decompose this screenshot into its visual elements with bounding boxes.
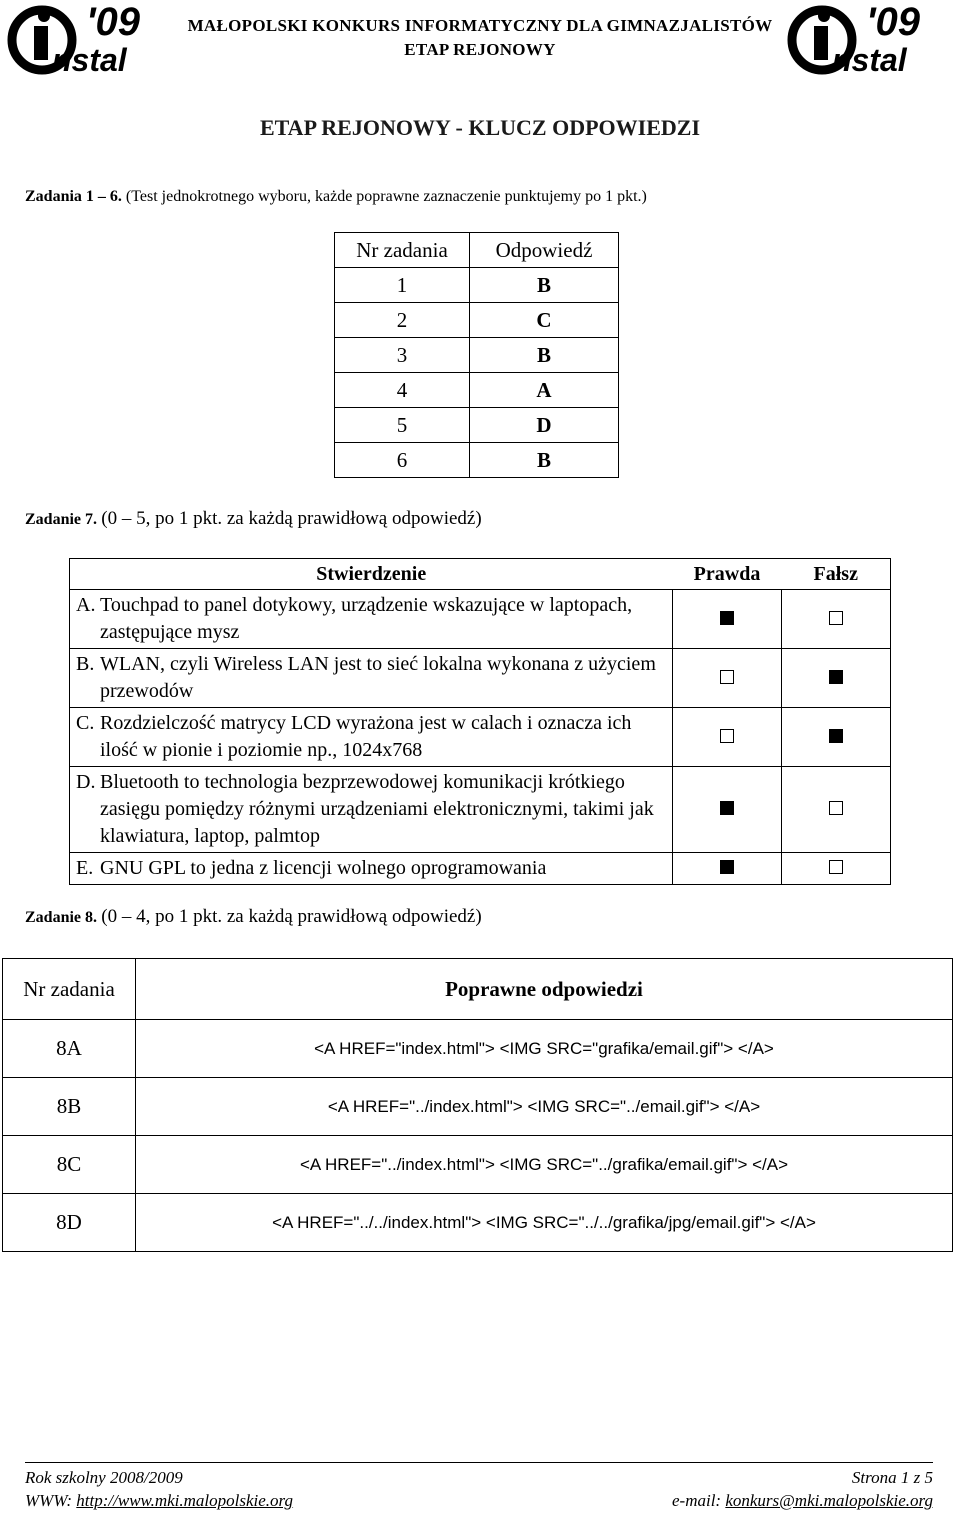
website-link[interactable]: http://www.mki.malopolskie.org bbox=[76, 1491, 294, 1510]
table-row bbox=[70, 649, 891, 708]
true-cell bbox=[673, 767, 782, 853]
table-row bbox=[70, 590, 891, 649]
task-number: 2 bbox=[335, 303, 470, 338]
table-row bbox=[335, 408, 619, 443]
answer: B bbox=[470, 443, 619, 478]
document-title: ETAP REJONOWY - KLUCZ ODPOWIEDZI bbox=[259, 115, 701, 140]
header-cell: Nr zadania bbox=[3, 959, 136, 1020]
unchecked-box-icon bbox=[720, 729, 734, 743]
task-number: 5 bbox=[335, 408, 470, 443]
answer-code: <A HREF="../index.html"> <IMG SRC="../grafika/email.gif"> </A> bbox=[136, 1136, 953, 1194]
header-cell: Nr zadania bbox=[335, 233, 470, 268]
task-number: 3 bbox=[335, 338, 470, 373]
header-cell: Odpowiedź bbox=[470, 233, 619, 268]
statement-text: WLAN, czyli Wireless LAN jest to sieć lokalna wykonana z użyciem przewodów bbox=[100, 653, 656, 702]
answer: A bbox=[470, 373, 619, 408]
task-number: 8D bbox=[3, 1194, 136, 1252]
false-cell bbox=[782, 649, 891, 708]
answer: D bbox=[470, 408, 619, 443]
table-row bbox=[335, 268, 619, 303]
task-number: 8B bbox=[3, 1078, 136, 1136]
answer-code: <A HREF="../index.html"> <IMG SRC="../email.gif"> </A> bbox=[136, 1078, 953, 1136]
false-cell bbox=[782, 767, 891, 853]
section-1-heading bbox=[25, 188, 647, 206]
answer-code: <A HREF="../../index.html"> <IMG SRC="../../grafika/jpg/email.gif"> </A> bbox=[136, 1194, 953, 1252]
statement-cell bbox=[70, 708, 673, 767]
true-false-table bbox=[69, 558, 891, 885]
section-3-note: (0 – 4, po 1 pkt. za każdą prawidłową odpowiedź) bbox=[101, 906, 482, 927]
statement-text: Touchpad to panel dotykowy, urządzenie wskazujące w laptopach, zastępujące mysz bbox=[100, 594, 633, 643]
page-number: Strona 1 z 5 bbox=[851, 1468, 933, 1487]
table-row bbox=[335, 443, 619, 478]
table-row bbox=[3, 1136, 953, 1194]
table-header-row bbox=[3, 959, 953, 1020]
table-row bbox=[3, 1078, 953, 1136]
table-row bbox=[70, 708, 891, 767]
table-header-row bbox=[70, 559, 891, 590]
checked-box-icon bbox=[720, 611, 734, 625]
statement-letter: C. bbox=[76, 712, 95, 734]
table-row bbox=[335, 303, 619, 338]
unchecked-box-icon bbox=[829, 860, 843, 874]
unchecked-box-icon bbox=[720, 670, 734, 684]
table-row bbox=[3, 1194, 953, 1252]
checked-box-icon bbox=[829, 729, 843, 743]
false-cell bbox=[782, 853, 891, 885]
true-cell bbox=[673, 649, 782, 708]
true-cell bbox=[673, 590, 782, 649]
logo-year: '09 bbox=[86, 0, 141, 44]
table-row bbox=[335, 373, 619, 408]
footer-line-1 bbox=[25, 1468, 933, 1490]
task-number: 4 bbox=[335, 373, 470, 408]
section-1-label: Zadania 1 – 6. bbox=[25, 188, 122, 205]
unchecked-box-icon bbox=[829, 611, 843, 625]
unchecked-box-icon bbox=[829, 801, 843, 815]
checked-box-icon bbox=[720, 801, 734, 815]
task-number: 8C bbox=[3, 1136, 136, 1194]
website-label: WWW: bbox=[25, 1491, 73, 1510]
school-year: Rok szkolny 2008/2009 bbox=[25, 1468, 183, 1487]
email-link[interactable]: konkurs@mki.malopolskie.org bbox=[725, 1491, 933, 1510]
table-header-row bbox=[335, 233, 619, 268]
section-3-heading bbox=[25, 906, 482, 928]
false-cell bbox=[782, 590, 891, 649]
statement-text: GNU GPL to jedna z licencji wolnego oprogramowania bbox=[100, 857, 547, 879]
website bbox=[25, 1491, 293, 1511]
section-2-label: Zadanie 7. bbox=[25, 511, 98, 528]
true-cell bbox=[673, 853, 782, 885]
footer-divider bbox=[25, 1462, 933, 1463]
answer: B bbox=[470, 268, 619, 303]
html-answers-table bbox=[2, 958, 953, 1252]
task-number: 8A bbox=[3, 1020, 136, 1078]
answer: B bbox=[470, 338, 619, 373]
statement-cell bbox=[70, 649, 673, 708]
footer-line-2 bbox=[25, 1491, 933, 1513]
answer-code: <A HREF="index.html"> <IMG SRC="grafika/email.gif"> </A> bbox=[136, 1020, 953, 1078]
section-2-note: (0 – 5, po 1 pkt. za każdą prawidłową odpowiedź) bbox=[101, 508, 482, 529]
answer: C bbox=[470, 303, 619, 338]
statement-cell bbox=[70, 767, 673, 853]
logo-year: '09 bbox=[866, 0, 921, 44]
statement-cell bbox=[70, 853, 673, 885]
checked-box-icon bbox=[829, 670, 843, 684]
header-cell: Prawda bbox=[673, 559, 782, 590]
statement-letter: D. bbox=[76, 771, 96, 793]
contact-email bbox=[672, 1491, 933, 1511]
statement-letter: B. bbox=[76, 653, 95, 675]
table-row bbox=[335, 338, 619, 373]
table-row bbox=[3, 1020, 953, 1078]
logo-word: nstal bbox=[832, 42, 907, 78]
contest-name: MAŁOPOLSKI KONKURS INFORMATYCZNY DLA GIMNAZJALISTÓW bbox=[187, 16, 773, 35]
false-cell bbox=[782, 708, 891, 767]
table-row bbox=[70, 853, 891, 885]
true-cell bbox=[673, 708, 782, 767]
answers-table-1-6 bbox=[334, 232, 619, 478]
task-number: 1 bbox=[335, 268, 470, 303]
email-label: e-mail: bbox=[672, 1491, 722, 1510]
logo-word: nstal bbox=[52, 42, 127, 78]
statement-letter: E. bbox=[76, 857, 94, 879]
checked-box-icon bbox=[720, 860, 734, 874]
header-cell: Stwierdzenie bbox=[70, 559, 673, 590]
task-number: 6 bbox=[335, 443, 470, 478]
section-3-label: Zadanie 8. bbox=[25, 909, 98, 926]
statement-text: Rozdzielczość matrycy LCD wyrażona jest w calach i oznacza ich ilość w pionie i poziomie np., 1024x768 bbox=[100, 712, 632, 761]
table-row bbox=[70, 767, 891, 853]
statement-letter: A. bbox=[76, 594, 96, 616]
contest-stage: ETAP REJONOWY bbox=[404, 40, 556, 59]
section-2-heading bbox=[25, 508, 482, 530]
header-cell: Poprawne odpowiedzi bbox=[136, 959, 953, 1020]
contest-logo-right bbox=[786, 0, 956, 82]
statement-cell bbox=[70, 590, 673, 649]
section-1-note: (Test jednokrotnego wyboru, każde poprawne zaznaczenie punktujemy po 1 pkt.) bbox=[125, 188, 647, 205]
contest-logo-left bbox=[6, 0, 176, 82]
statement-text: Bluetooth to technologia bezprzewodowej komunikacji krótkiego zasięgu pomiędzy różnymi urządzeniami elektronicznymi, takimi jak klawiatura, laptop, palmtop bbox=[100, 771, 654, 847]
header-cell: Fałsz bbox=[782, 559, 891, 590]
